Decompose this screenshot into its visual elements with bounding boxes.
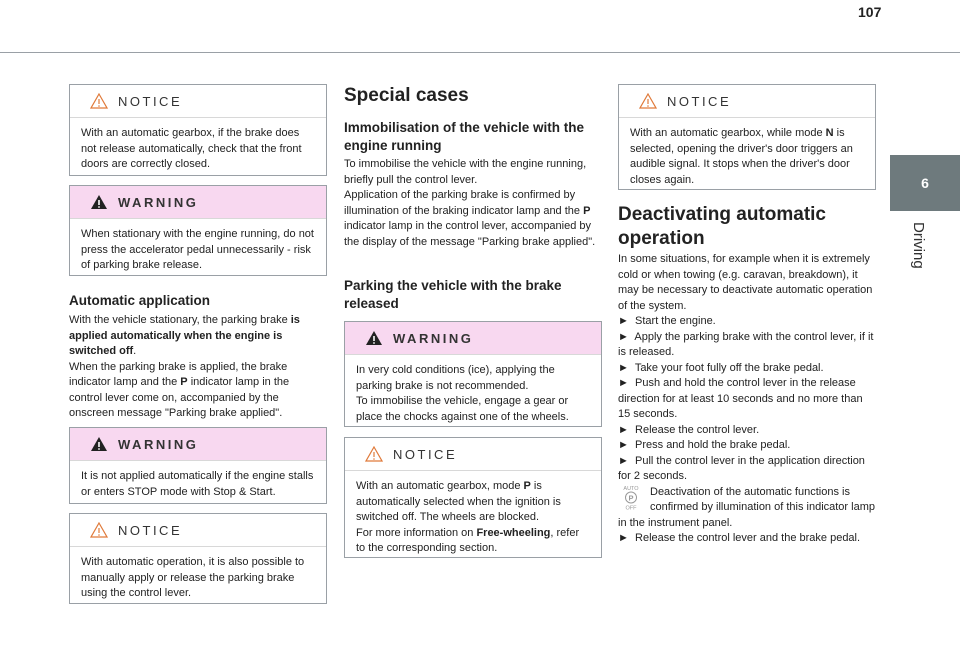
warning-label: WARNING <box>118 436 199 452</box>
notice-triangle-icon <box>90 522 108 538</box>
icon-text-bottom: OFF <box>625 505 637 510</box>
notice-text: With automatic operation, it is also possible to manually apply or release the parking brake using the control lever. <box>81 556 305 599</box>
text-span: indicator lamp in the control lever, accompanied by the display of the message "Parking brake applied". <box>344 220 596 248</box>
step-item <box>618 376 876 423</box>
text-span: When the parking brake is applied, the brake indicator lamp and the <box>69 360 288 388</box>
left-notice-box-2 <box>69 513 327 604</box>
bullet-glyph: ► <box>618 439 629 451</box>
intro-text: In some situations, for example when it is extremely cold or when towing (e.g. caravan, breakdown), it may be necessary to deactivate automatic operation of the system. <box>618 253 873 312</box>
text-span: With an automatic gearbox, mode <box>356 480 524 492</box>
bullet-glyph: ► <box>618 377 629 389</box>
left-notice-box-1 <box>69 84 327 176</box>
notice-text: With an automatic gearbox, if the brake does not release automatically, check that the front doors are correctly closed. <box>81 127 302 170</box>
left-warning-box-2 <box>69 427 327 504</box>
step-item <box>618 438 876 454</box>
deactivating-title: Deactivating automatic operation <box>618 204 826 249</box>
step-text: Release the control lever. <box>635 423 760 436</box>
indicator-note <box>618 485 876 532</box>
notice-triangle-icon <box>90 93 108 109</box>
left-warning-box-1 <box>69 185 327 276</box>
special-cases-title: Special cases <box>344 85 469 106</box>
header-rule <box>0 52 960 53</box>
warning-header <box>70 186 326 219</box>
text-span: For more information on <box>356 526 477 539</box>
bold-span: N <box>825 127 834 139</box>
step-item <box>618 454 876 485</box>
notice-triangle-icon <box>639 93 657 109</box>
text-span: , refer to the corresponding section. <box>356 526 580 554</box>
warning-text: When stationary with the engine running, do not press the accelerator pedal unnecessarily - risk of parking brake release. <box>81 228 314 271</box>
step-text: Pull the control lever in the application direction for 2 seconds. <box>618 454 865 482</box>
bullet-glyph: ► <box>618 315 629 327</box>
step-item <box>618 423 876 439</box>
text-span: Application of the parking brake is confirmed by illumination of the braking indicator lamp and the <box>344 189 584 217</box>
automatic-application-heading: Automatic application <box>69 293 211 308</box>
notice-label: NOTICE <box>667 93 732 109</box>
step-item <box>618 330 876 361</box>
text-span: is automatically selected when the ignition is switched off. The wheels are blocked. <box>356 480 561 523</box>
step-text: Apply the parking brake with the control lever, if it is released. <box>618 330 874 358</box>
bold-span: Free-wheeling <box>476 526 551 539</box>
icon-text-top: AUTO <box>623 485 639 492</box>
notice-text <box>619 118 875 196</box>
auto-off-indicator-icon <box>618 485 644 510</box>
text-span: To immobilise the vehicle with the engine running, briefly pull the control lever. <box>344 158 587 186</box>
bold-span: is applied automatically when the engine is switched off <box>69 314 300 357</box>
step-text: Press and hold the brake pedal. <box>635 439 791 451</box>
warning-label: WARNING <box>118 194 199 210</box>
bullet-glyph: ► <box>618 532 629 544</box>
text-span: To immobilise the vehicle, engage a gear or place the chocks against one of the wheels. <box>356 395 569 423</box>
automatic-application-text <box>69 313 325 422</box>
notice-text <box>345 471 601 565</box>
text-span: indicator lamp in the control lever come on, accompanied by the onscreen message "Parking brake applied". <box>69 376 290 419</box>
warning-header <box>70 428 326 461</box>
text-span: In very cold conditions (ice), applying the parking brake is not recommended. <box>356 364 555 392</box>
step-text: Take your foot fully off the brake pedal. <box>634 361 824 374</box>
notice-header <box>345 438 601 471</box>
parking-released-heading: Parking the vehicle with the brake released <box>344 278 562 311</box>
text-span: With an automatic gearbox, while mode <box>630 127 826 139</box>
warning-triangle-icon <box>365 330 383 346</box>
warning-triangle-icon <box>90 194 108 210</box>
bullet-glyph: ► <box>618 330 629 343</box>
step-text: Push and hold the control lever in the release direction for at least 10 seconds and no more than 15 seconds. <box>618 377 863 420</box>
warning-text <box>345 355 601 433</box>
indicator-note-text: Deactivation of the automatic functions is confirmed by illumination of this indicator lamp in the instrument panel. <box>618 485 875 529</box>
deactivating-text <box>618 252 876 547</box>
notice-header <box>70 514 326 547</box>
step-item <box>618 361 876 377</box>
final-step-text: Release the control lever and the brake pedal. <box>635 532 861 544</box>
final-step <box>618 531 876 547</box>
right-notice-box <box>618 84 876 190</box>
notice-label: NOTICE <box>118 522 183 538</box>
page-number: 107 <box>858 4 882 20</box>
notice-header <box>70 85 326 118</box>
chapter-tab[interactable]: 6 <box>890 155 960 211</box>
middle-warning-box <box>344 321 602 427</box>
step-text: Start the engine. <box>635 315 716 327</box>
bold-span: P <box>180 376 188 388</box>
steps-list <box>618 314 876 485</box>
bold-span: P <box>583 204 591 217</box>
middle-notice-box <box>344 437 602 558</box>
warning-text: It is not applied automatically if the engine stalls or enters STOP mode with Stop & Start. <box>81 470 314 498</box>
warning-label: WARNING <box>393 330 474 346</box>
chapter-title: Driving <box>910 222 927 269</box>
bullet-glyph: ► <box>618 454 629 467</box>
notice-label: NOTICE <box>118 93 183 109</box>
icon-text-mid: P <box>628 492 634 502</box>
notice-header <box>619 85 875 118</box>
warning-header <box>345 322 601 355</box>
immobilisation-heading: Immobilisation of the vehicle with the engine running <box>344 120 585 153</box>
text-span: With the vehicle stationary, the parking brake <box>69 314 291 326</box>
warning-triangle-icon <box>90 436 108 452</box>
notice-triangle-icon <box>365 446 383 462</box>
step-item <box>618 314 876 330</box>
text-span: is selected, opening the driver's door triggers an audible signal. It stops when the driver's door closes again. <box>630 127 853 186</box>
bullet-glyph: ► <box>618 423 629 436</box>
notice-label: NOTICE <box>393 446 458 462</box>
immobilisation-text <box>344 157 600 250</box>
bullet-glyph: ► <box>618 361 629 374</box>
text-span: . <box>133 345 137 357</box>
bold-span: P <box>523 480 531 492</box>
